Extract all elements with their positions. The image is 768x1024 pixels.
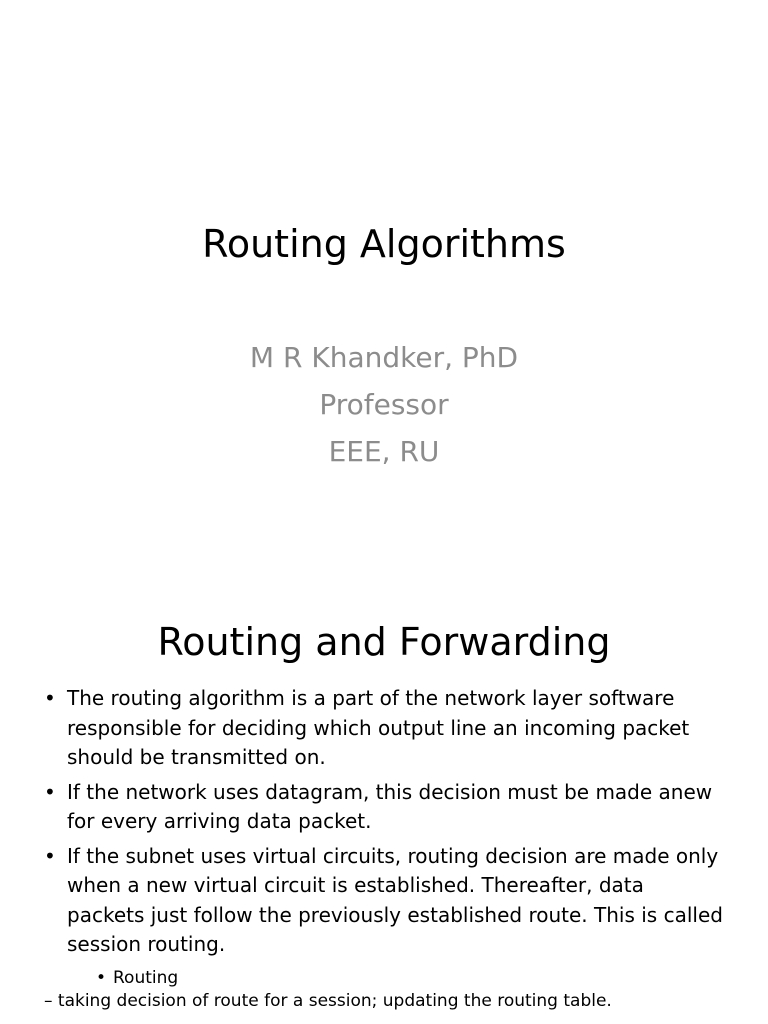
bullet-text: The routing algorithm is a part of the network layer software responsible for deciding which output line an incoming packet should be transmitted on. bbox=[67, 686, 690, 769]
sub-bullet-item bbox=[96, 965, 724, 991]
author-department: EEE, RU bbox=[328, 435, 440, 468]
definition-line: – taking decision of route for a session; updating the routing table. bbox=[44, 991, 612, 1011]
sub-bullet-text: Routing bbox=[113, 967, 179, 988]
sub-bullet-icon: • bbox=[96, 967, 107, 988]
author-position: Professor bbox=[319, 388, 449, 421]
slide-subtitle bbox=[0, 334, 768, 475]
bullet-item bbox=[44, 842, 724, 991]
slide-routing-forwarding bbox=[0, 576, 768, 1024]
author-name: M R Khandker, PhD bbox=[249, 341, 519, 374]
bullet-icon: • bbox=[44, 686, 56, 710]
slide-title-heading: Routing Algorithms bbox=[202, 222, 566, 266]
slide-heading: Routing and Forwarding bbox=[157, 620, 611, 664]
bullet-list bbox=[44, 684, 724, 996]
bullet-text: If the subnet uses virtual circuits, routing decision are made only when a new virtual circuit is established. Thereafter, data packets just follow the previously established route. This is called session routing. bbox=[67, 843, 723, 956]
bullet-icon: • bbox=[44, 843, 56, 868]
bullet-item bbox=[44, 684, 724, 773]
bullet-text: If the network uses datagram, this decision must be made anew for every arriving data packet. bbox=[67, 779, 713, 833]
bullet-icon: • bbox=[44, 779, 56, 804]
bullet-item bbox=[44, 778, 724, 837]
